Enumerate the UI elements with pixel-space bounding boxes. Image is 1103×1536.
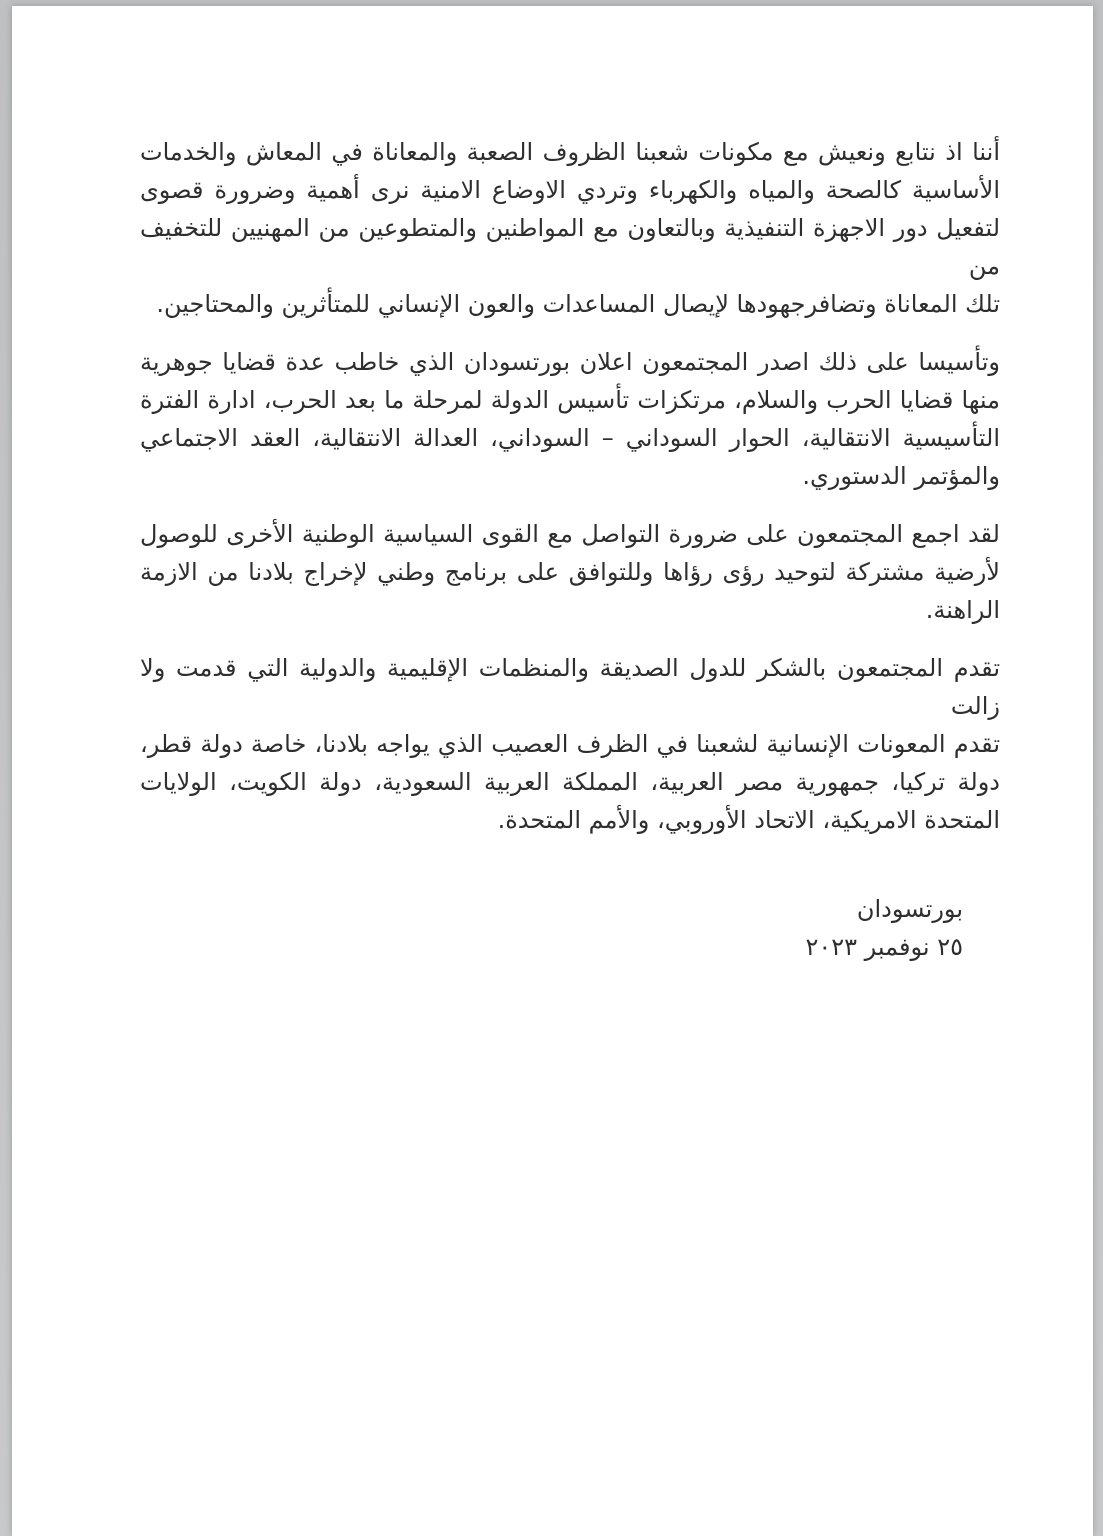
text-line: لقد اجمع المجتمعون على ضرورة التواصل مع القوى السياسية الوطنية الأخرى للوصول: [140, 520, 1000, 548]
text-line: لتفعيل دور الاجهزة التنفيذية وبالتعاون مع المواطنين والمتطوعين من المهنيين للتخفيف من: [140, 214, 1000, 280]
text-line: تقدم المعونات الإنسانية لشعبنا في الظرف العصيب الذي يواجه بلادنا، خاصة دولة قطر،: [140, 730, 1000, 758]
paragraph-thanks-to-states: [140, 649, 1000, 839]
signature-date: ٢٥ نوفمبر ٢٠٢٣: [805, 933, 963, 961]
paragraph-living-conditions: [140, 133, 1000, 323]
text-line: التأسيسية الانتقالية، الحوار السوداني – السوداني، العدالة الانتقالية، العقد الاجتماعي: [140, 424, 1000, 452]
document-body: [12, 6, 1093, 966]
paragraph-portsudan-declaration: [140, 343, 1000, 495]
text-line: أننا اذ نتابع ونعيش مع مكونات شعبنا الظروف الصعبة والمعاناة في المعاش والخدمات: [140, 138, 1000, 166]
text-line: تلك المعاناة وتضافرجهودها لإيصال المساعدات والعون الإنساني للمتأثرين والمحتاجين.: [156, 290, 1000, 318]
text-line: تقدم المجتمعون بالشكر للدول الصديقة والمنظمات الإقليمية والدولية التي قدمت ولا زالت: [140, 654, 1000, 720]
text-line: منها قضايا الحرب والسلام، مرتكزات تأسيس الدولة لمرحلة ما بعد الحرب، ادارة الفترة: [140, 386, 1000, 414]
document-paper: [12, 6, 1093, 1536]
text-line: وتأسيسا على ذلك اصدر المجتمعون اعلان بورتسودان الذي خاطب عدة قضايا جوهرية: [140, 348, 1000, 376]
text-line: الراهنة.: [925, 596, 1000, 624]
text-line: المتحدة الامريكية، الاتحاد الأوروبي، والأمم المتحدة.: [497, 806, 1000, 834]
text-line: دولة تركيا، جمهورية مصر العربية، المملكة العربية السعودية، دولة الكويت، الولايات: [140, 768, 1000, 796]
signature-place: بورتسودان: [856, 895, 963, 923]
text-line: لأرضية مشتركة لتوحيد رؤى رؤاها وللتوافق على برنامج وطني لإخراج بلادنا من الازمة: [140, 558, 1000, 586]
text-line: الأساسية كالصحة والمياه والكهرباء وتردي الاوضاع الامنية نرى أهمية وضرورة قصوى: [140, 176, 1000, 204]
signature-block: [140, 890, 963, 966]
paragraph-political-consensus: [140, 515, 1000, 629]
text-line: والمؤتمر الدستوري.: [802, 462, 1000, 490]
